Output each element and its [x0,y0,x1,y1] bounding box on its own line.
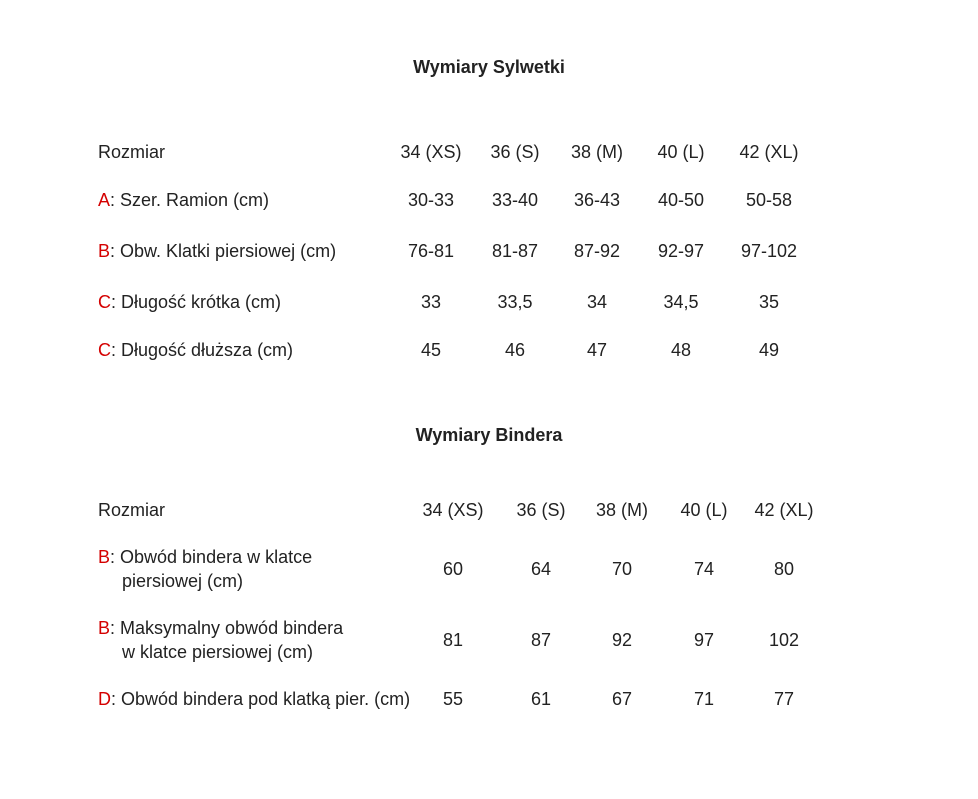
table-cell: 97 [693,630,715,650]
size-header: 42 (XL) [739,142,799,162]
row-label-continuation: piersiowej (cm) [122,571,244,591]
table-cell: 76-81 [407,241,455,261]
table-cell: 33-40 [491,190,539,210]
row-label-text: : Obwód bindera w klatce [110,547,313,567]
binder-title: Wymiary Bindera [415,425,563,445]
size-header: 38 (M) [570,142,623,162]
row-label [98,545,312,593]
size-header: 40 (L) [680,500,728,520]
table-cell: 81-87 [491,241,539,261]
table-cell: 47 [586,340,608,360]
row-label-text: : Obwód bindera pod klatką pier. (cm) [111,689,411,709]
size-header: 34 (XS) [400,142,462,162]
row-label [98,616,343,664]
table-cell: 74 [693,559,715,579]
row-label [98,338,293,362]
row-letter: C [98,292,111,312]
table-cell: 55 [442,689,464,709]
row-label [98,290,281,314]
size-header: 36 (S) [490,142,540,162]
table-cell: 34 [586,292,608,312]
row-letter: A [98,190,111,210]
table-cell: 97-102 [740,241,798,261]
row-letter: B [98,241,111,261]
table-cell: 30-33 [407,190,455,210]
size-header: 34 (XS) [422,500,484,520]
table-cell: 77 [773,689,795,709]
table-cell: 36-43 [573,190,621,210]
table-cell: 92 [611,630,633,650]
row-letter: D [98,689,111,709]
row-label [98,188,269,212]
header-label: Rozmiar [98,500,166,520]
row-letter: C [98,340,111,360]
table-cell: 49 [758,340,780,360]
table-cell: 34,5 [663,292,699,312]
table-cell: 87-92 [573,241,621,261]
table-cell: 40-50 [657,190,705,210]
table-cell: 45 [420,340,442,360]
table-cell: 60 [442,559,464,579]
row-letter: B [98,618,111,638]
table-cell: 33,5 [497,292,533,312]
table-cell: 80 [773,559,795,579]
table-cell: 50-58 [745,190,793,210]
table-cell: 70 [611,559,633,579]
table-cell: 64 [530,559,552,579]
row-label-continuation: w klatce piersiowej (cm) [122,642,314,662]
size-header: 42 (XL) [754,500,814,520]
table-cell: 48 [670,340,692,360]
row-label [98,239,336,263]
table-cell: 87 [530,630,552,650]
row-label-text: : Obw. Klatki piersiowej (cm) [110,241,337,261]
table-cell: 46 [504,340,526,360]
row-label-text: : Maksymalny obwód bindera [110,618,344,638]
table-cell: 35 [758,292,780,312]
table-cell: 81 [442,630,464,650]
silhouette-title: Wymiary Sylwetki [413,57,565,77]
table-cell: 33 [420,292,442,312]
table-cell: 71 [693,689,715,709]
table-cell: 102 [768,630,800,650]
row-letter: B [98,547,111,567]
table-cell: 61 [530,689,552,709]
row-label [98,687,410,711]
size-header: 40 (L) [657,142,705,162]
row-label-text: : Szer. Ramion (cm) [110,190,270,210]
header-label: Rozmiar [98,142,166,162]
row-label-text: : Długość dłuższa (cm) [111,340,294,360]
size-header: 38 (M) [595,500,648,520]
table-cell: 92-97 [657,241,705,261]
size-header: 36 (S) [516,500,566,520]
row-label-text: : Długość krótka (cm) [111,292,282,312]
table-cell: 67 [611,689,633,709]
